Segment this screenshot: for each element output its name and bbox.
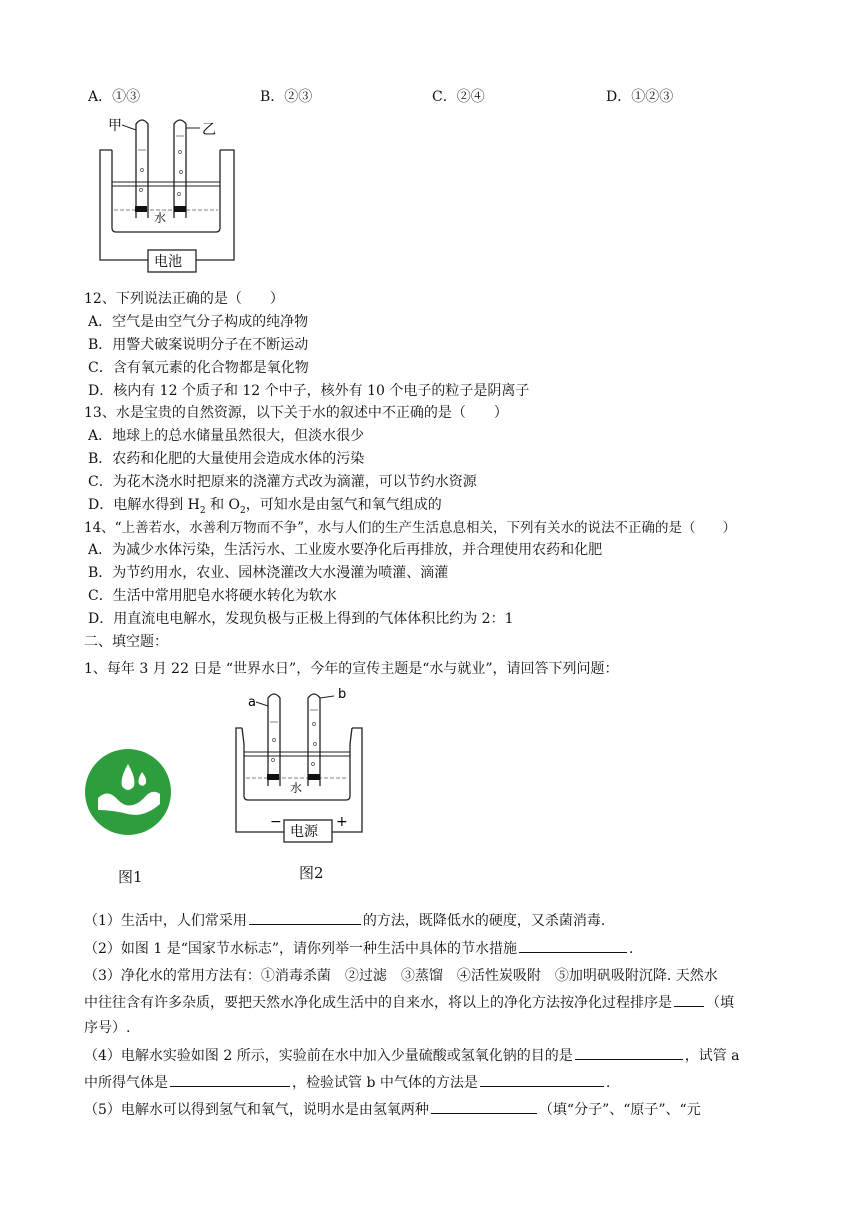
label-water: 水 <box>290 781 303 795</box>
q11-option-d: D．①②③ <box>606 89 674 105</box>
electrode-left <box>135 206 147 212</box>
q12-option-b: B．用警犬破案说明分子在不断运动 <box>88 337 309 353</box>
label-tube-right: 乙 <box>202 122 216 138</box>
q12-option-d: D．核内有 12 个质子和 12 个中子，核外有 10 个电子的粒子是阴离子 <box>88 383 530 399</box>
tube-b <box>308 694 320 786</box>
answer-blank-7[interactable] <box>431 1099 537 1114</box>
fill1-part5: （5）电解水可以得到氢气和氧气，说明水是由氢氧两种 （填“分子”、“原子”、“元 <box>84 1099 701 1119</box>
label-battery: 电池 <box>154 254 182 270</box>
section-heading-fill-in: 二、填空题： <box>84 634 168 650</box>
answer-blank-2[interactable] <box>519 938 627 953</box>
figure2-caption: 图2 <box>299 864 324 882</box>
label-minus: − <box>270 814 282 830</box>
q13-stem: 13、水是宝贵的自然资源，以下关于水的叙述中不正确的是（ ） <box>84 405 508 421</box>
q11-option-b: B．②③ <box>260 89 313 105</box>
fill1-part3-line2: 中往往含有许多杂质，要把天然水净化成生活中的自来水，将以上的净化方法按净化过程排序是 （填 <box>84 992 734 1012</box>
q14-option-b: B．为节约用水，农业、园林浇灌改大水漫灌为喷灌、滴灌 <box>88 565 449 581</box>
label-power-source: 电源 <box>290 824 318 840</box>
electrolysis-apparatus-figure <box>92 110 242 276</box>
q13-option-c: C．为花木浇水时把原来的浇灌方式改为滴灌，可以节约水资源 <box>88 474 477 490</box>
q14-stem: 14、“上善若水，水善利万物而不争”，水与人们的生产生活息息相关，下列有关水的说法不正确的是（ ） <box>84 520 736 536</box>
label-tube-a: a <box>248 695 256 710</box>
q12-option-c: C．含有氧元素的化合物都是氧化物 <box>88 360 309 376</box>
electrode-b <box>308 774 320 780</box>
q12-option-a: A．空气是由空气分子构成的纯净物 <box>88 314 309 330</box>
label-tube-left: 甲 <box>108 118 122 134</box>
q11-option-a: A．①③ <box>88 89 141 105</box>
answer-blank-5[interactable] <box>170 1072 290 1087</box>
answer-blank-3[interactable] <box>674 992 704 1007</box>
q14-option-c: C．生活中常用肥皂水将硬水转化为软水 <box>88 588 337 604</box>
fill1-part4-line2: 中所得气体是 ，检验试管 b 中气体的方法是 . <box>84 1072 610 1092</box>
holder-bar <box>112 182 220 186</box>
fill1-part3-line1: （3）净化水的常用方法有：①消毒杀菌 ②过滤 ③蒸馏 ④活性炭吸附 ⑤加明矾吸附沉降. 天然水 <box>84 968 718 984</box>
q13-option-b: B．农药和化肥的大量使用会造成水体的污染 <box>88 451 365 467</box>
q14-option-a: A．为减少水体污染，生活污水、工业废水要净化后再排放，并合理使用农药和化肥 <box>88 542 603 558</box>
wire-left <box>100 150 152 260</box>
label-tube-b: b <box>338 687 347 702</box>
electrolysis-figure-2 <box>232 684 368 844</box>
tube-right <box>174 120 186 218</box>
label-plus: + <box>336 814 348 830</box>
figure1-caption: 图1 <box>118 868 143 886</box>
tube-a <box>268 694 280 786</box>
answer-blank-1[interactable] <box>249 910 361 925</box>
q14-option-d: D．用直流电电解水，发现负极与正极上得到的气体体积比约为 2：1 <box>88 611 514 627</box>
fill1-part3-line3: 序号）. <box>84 1020 131 1036</box>
fill1-stem: 1、每年 3 月 22 日是 “世界水日”，今年的宣传主题是“水与就业”，请回答下列问题： <box>84 661 619 677</box>
water-saving-logo-icon <box>84 748 172 836</box>
fill1-part1: （1）生活中，人们常采用 的方法，既降低水的硬度，又杀菌消毒. <box>84 910 605 930</box>
q12-stem: 12、下列说法正确的是（ ） <box>84 291 284 307</box>
label-water: 水 <box>154 211 167 225</box>
tube-left <box>136 120 148 218</box>
q13-option-d: D．电解水得到 $H_2$ 和 $O_2$，可知水是由氢气和氧气组成的 <box>88 497 442 516</box>
answer-blank-6[interactable] <box>480 1072 604 1087</box>
electrode-a <box>267 774 279 780</box>
q11-option-c: C．②④ <box>432 89 485 105</box>
electrode-right <box>174 206 186 212</box>
wire-right <box>196 150 234 260</box>
fill1-part4-line1: （4）电解水实验如图 2 所示，实验前在水中加入少量硫酸或氢氧化钠的目的是 ，试管 a <box>84 1045 740 1065</box>
q13-option-a: A．地球上的总水储量虽然很大，但淡水很少 <box>88 428 365 444</box>
fill1-part2: （2）如图 1 是“国家节水标志”，请你列举一种生活中具体的节水措施 . <box>84 938 633 958</box>
answer-blank-4[interactable] <box>575 1045 683 1060</box>
